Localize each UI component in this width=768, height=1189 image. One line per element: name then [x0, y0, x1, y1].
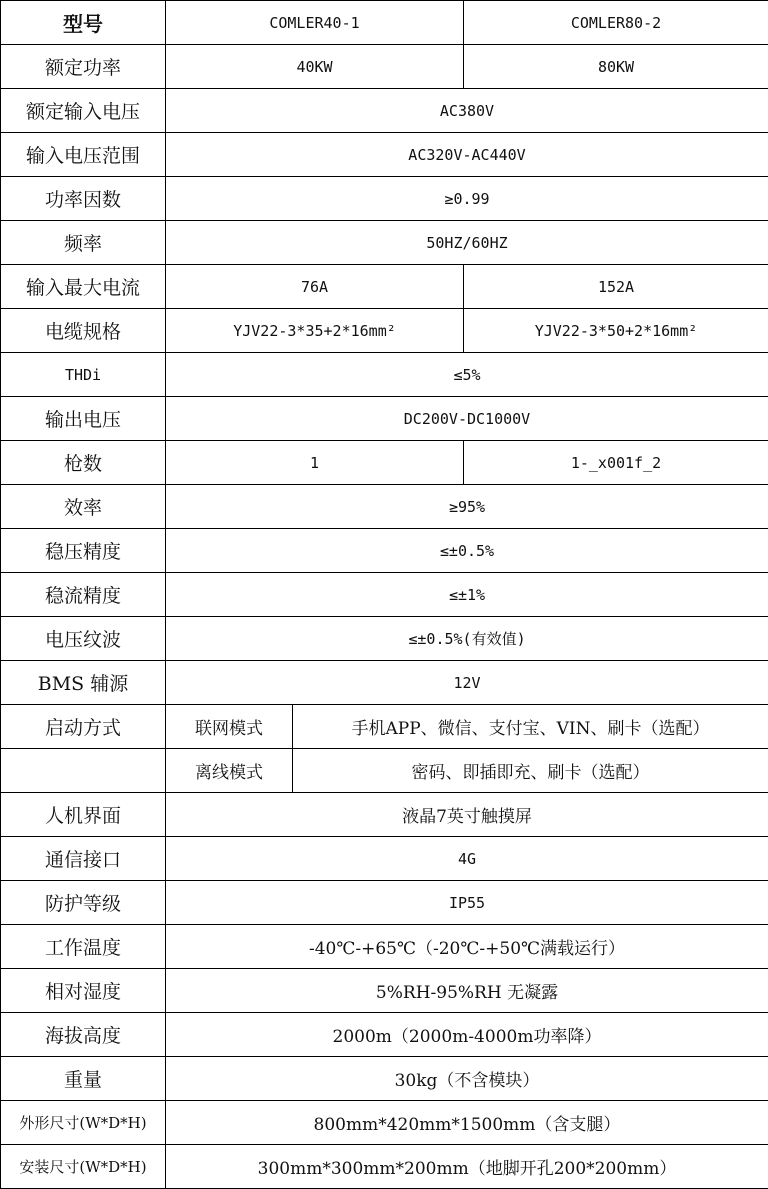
table-row	[1, 661, 768, 705]
cell-value: 80KW	[464, 45, 768, 89]
cell-value: ≤±1%	[166, 573, 768, 617]
cell-value: 2000m（2000m-4000m功率降）	[166, 1013, 768, 1057]
cell-value: ≥95%	[166, 485, 768, 529]
cell-value: 5%RH-95%RH 无凝露	[166, 969, 768, 1013]
cell-value: 300mm*300mm*200mm（地脚开孔200*200mm）	[166, 1145, 768, 1189]
table-row	[1, 1145, 768, 1189]
cell-value: AC380V	[166, 89, 768, 133]
cell-model-40: COMLER40-1	[166, 1, 464, 45]
row-label: 重量	[1, 1057, 166, 1101]
cell-value: 30kg（不含模块）	[166, 1057, 768, 1101]
row-label: 型号	[1, 1, 166, 45]
row-label: 电压纹波	[1, 617, 166, 661]
table-row	[1, 441, 768, 485]
table-row	[1, 1101, 768, 1145]
row-label: 防护等级	[1, 881, 166, 925]
row-label: 稳压精度	[1, 529, 166, 573]
cell-value: ≤±0.5%	[166, 529, 768, 573]
cell-value: YJV22-3*35+2*16mm²	[166, 309, 464, 353]
table-row	[1, 177, 768, 221]
cell-value: 1	[166, 441, 464, 485]
cell-value: 40KW	[166, 45, 464, 89]
row-label	[1, 749, 166, 793]
table-row	[1, 265, 768, 309]
row-label: BMS 辅源	[1, 661, 166, 705]
cell-value: AC320V-AC440V	[166, 133, 768, 177]
row-label: 启动方式	[1, 705, 166, 749]
row-label: 相对湿度	[1, 969, 166, 1013]
table-row	[1, 221, 768, 265]
cell-value: YJV22-3*50+2*16mm²	[464, 309, 768, 353]
cell-value: 50HZ/60HZ	[166, 221, 768, 265]
row-label: 额定输入电压	[1, 89, 166, 133]
cell-value: 手机APP、微信、支付宝、VIN、刷卡（选配）	[293, 705, 768, 749]
row-label: 稳流精度	[1, 573, 166, 617]
table-row	[1, 397, 768, 441]
row-label: 输出电压	[1, 397, 166, 441]
row-label: THDi	[1, 353, 166, 397]
row-label: 频率	[1, 221, 166, 265]
table-row	[1, 793, 768, 837]
table-row	[1, 353, 768, 397]
table-row	[1, 617, 768, 661]
row-label: 输入最大电流	[1, 265, 166, 309]
row-label: 工作温度	[1, 925, 166, 969]
cell-value: 液晶7英寸触摸屏	[166, 793, 768, 837]
row-label: 枪数	[1, 441, 166, 485]
cell-value: -40℃-+65℃（-20℃-+50℃满载运行）	[166, 925, 768, 969]
row-label: 安装尺寸(W*D*H)	[1, 1145, 166, 1189]
row-label: 额定功率	[1, 45, 166, 89]
table-row	[1, 573, 768, 617]
cell-value: 4G	[166, 837, 768, 881]
table-row	[1, 309, 768, 353]
cell-value: IP55	[166, 881, 768, 925]
cell-model-80: COMLER80-2	[464, 1, 768, 45]
table-row	[1, 1013, 768, 1057]
table-row	[1, 529, 768, 573]
table-row	[1, 45, 768, 89]
table-row	[1, 1, 768, 45]
table-row	[1, 969, 768, 1013]
cell-value: 1-_x001f_2	[464, 441, 768, 485]
row-sub-label: 离线模式	[166, 749, 293, 793]
row-label: 通信接口	[1, 837, 166, 881]
table-row	[1, 881, 768, 925]
table-row	[1, 485, 768, 529]
table-row	[1, 1057, 768, 1101]
row-label: 功率因数	[1, 177, 166, 221]
cell-value: 800mm*420mm*1500mm（含支腿）	[166, 1101, 768, 1145]
row-sub-label: 联网模式	[166, 705, 293, 749]
cell-value: 12V	[166, 661, 768, 705]
cell-value: ≤5%	[166, 353, 768, 397]
table-row	[1, 133, 768, 177]
table-row	[1, 749, 768, 793]
row-label: 外形尺寸(W*D*H)	[1, 1101, 166, 1145]
cell-value: 152A	[464, 265, 768, 309]
row-label: 电缆规格	[1, 309, 166, 353]
row-label: 人机界面	[1, 793, 166, 837]
cell-value: ≥0.99	[166, 177, 768, 221]
table-row	[1, 705, 768, 749]
cell-value: 76A	[166, 265, 464, 309]
row-label: 海拔高度	[1, 1013, 166, 1057]
cell-value: 密码、即插即充、刷卡（选配）	[293, 749, 768, 793]
row-label: 效率	[1, 485, 166, 529]
table-row	[1, 89, 768, 133]
row-label: 输入电压范围	[1, 133, 166, 177]
cell-value: ≤±0.5%(有效值)	[166, 617, 768, 661]
table-row	[1, 925, 768, 969]
table-row	[1, 837, 768, 881]
cell-value: DC200V-DC1000V	[166, 397, 768, 441]
